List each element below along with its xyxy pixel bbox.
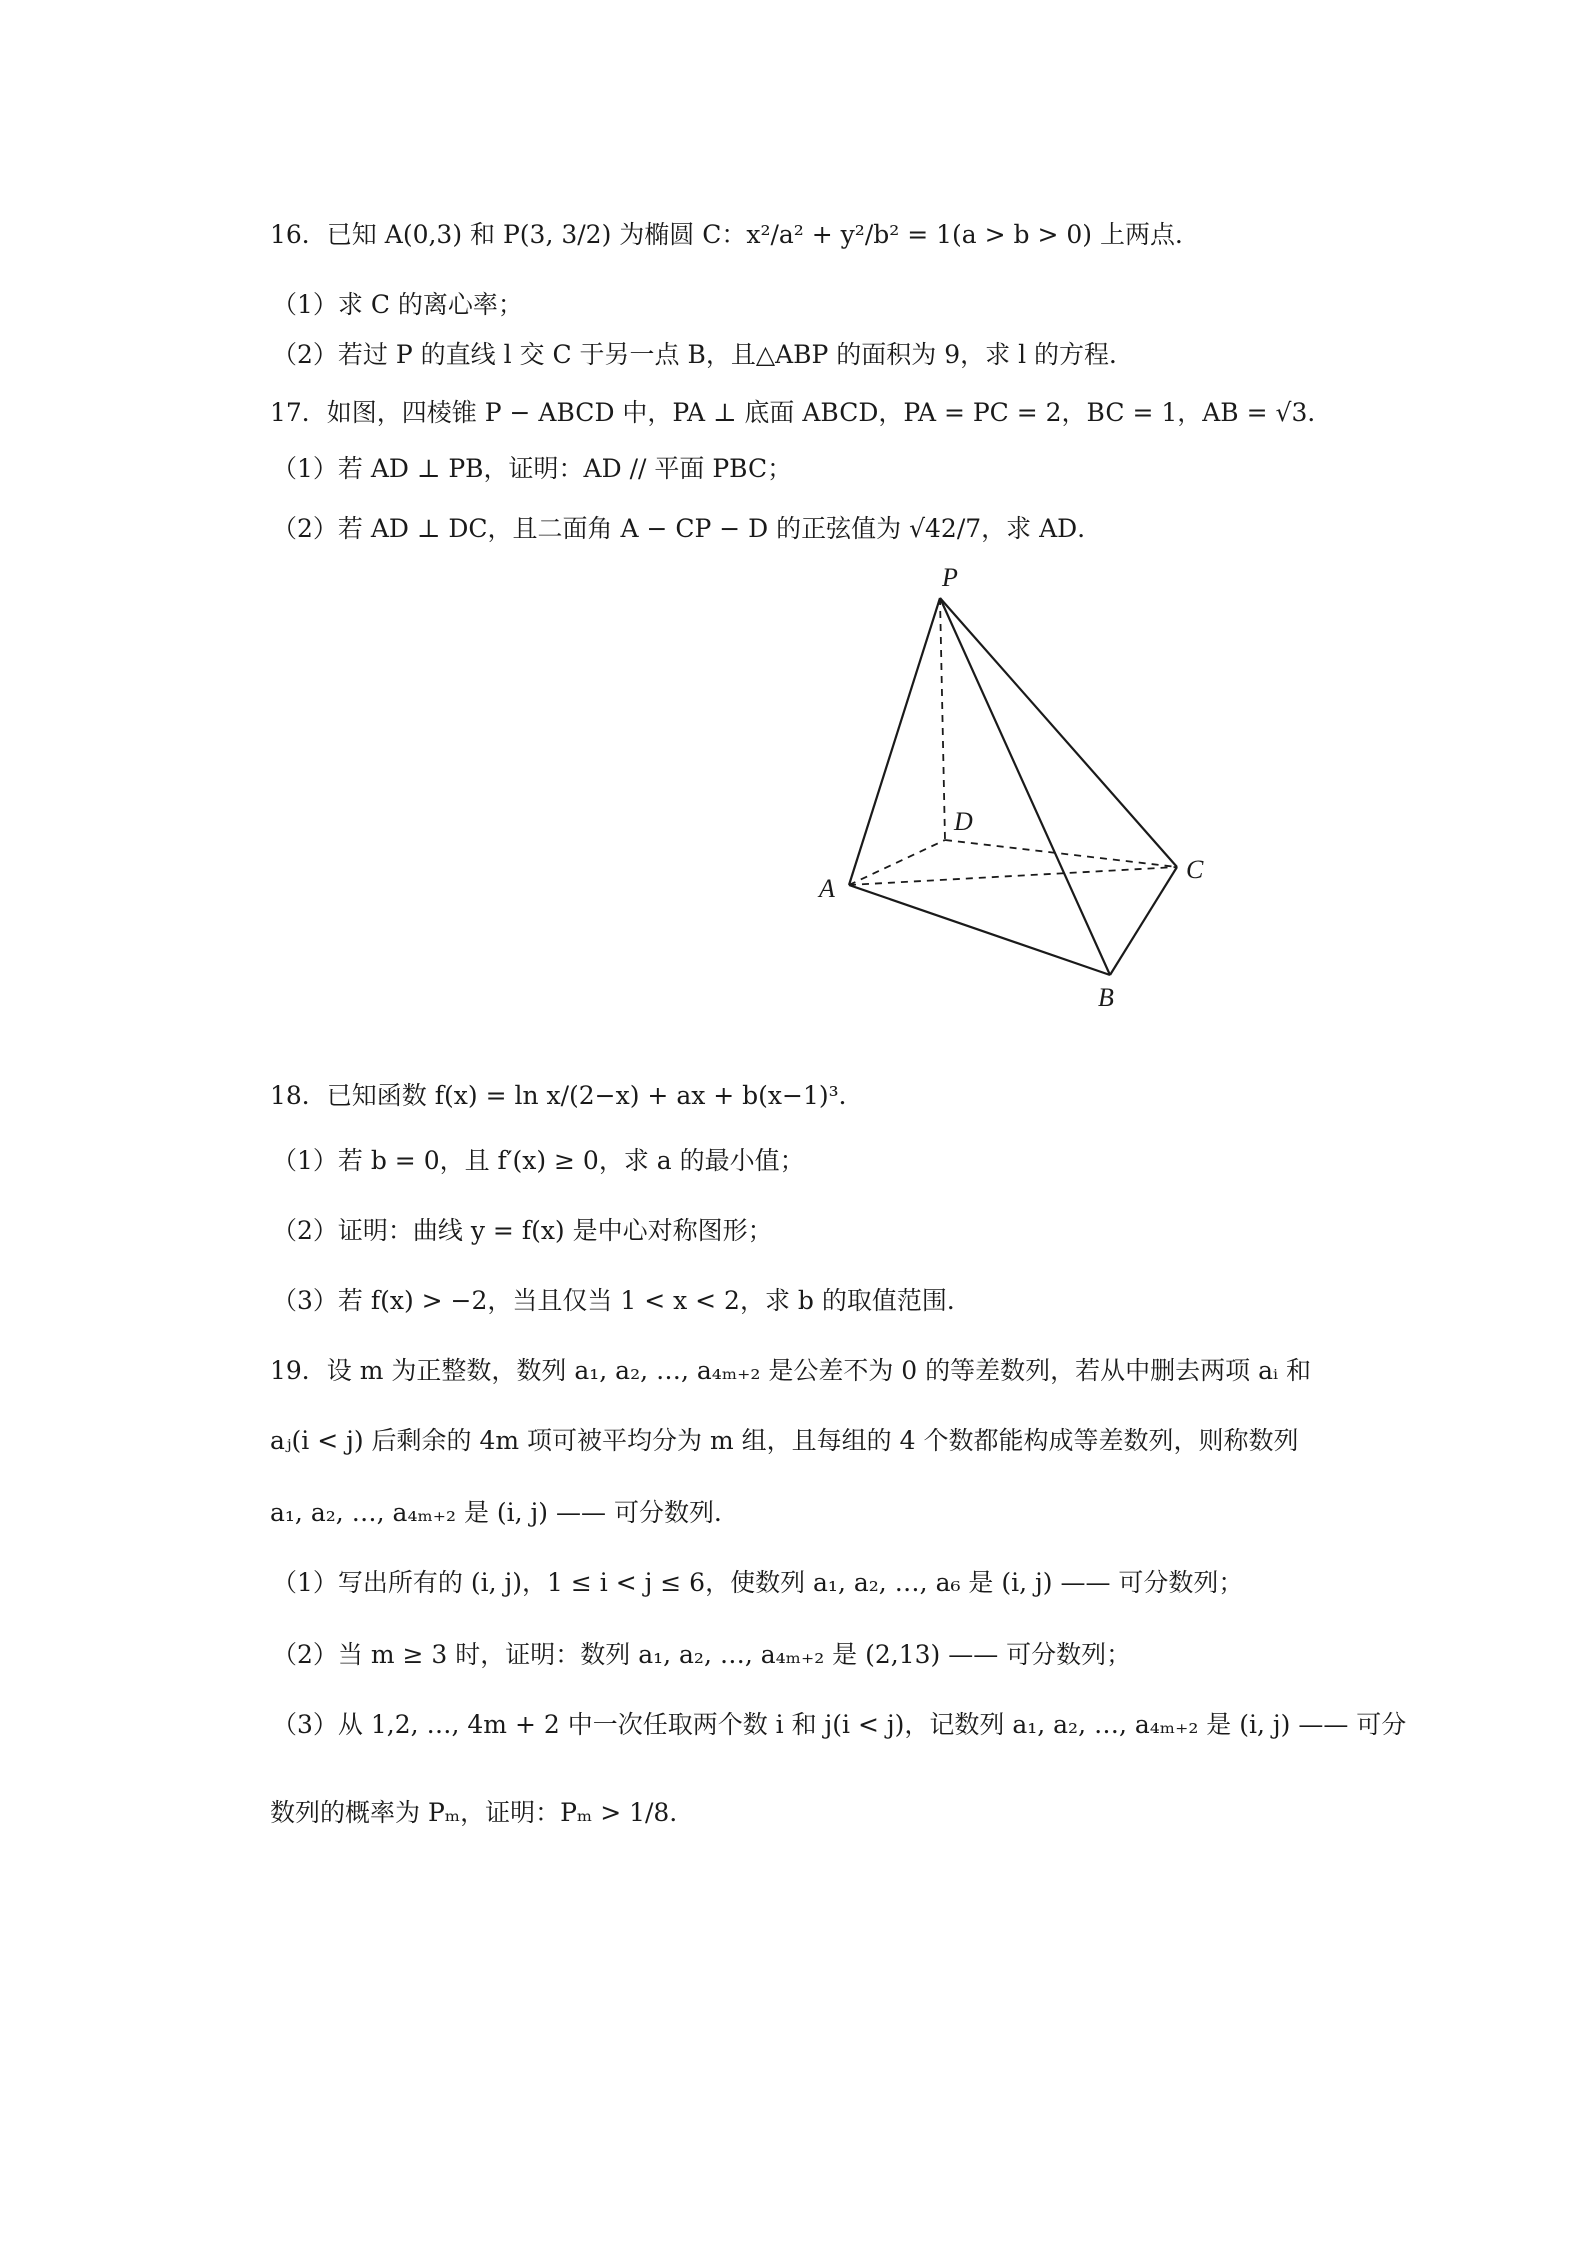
q19-stem-line2: aⱼ(i < j) 后剩余的 4m 项可被平均分为 m 组，且每组的 4 个数都能构成等差数列，则称数列 xyxy=(270,1426,1299,1455)
edge-AB xyxy=(849,885,1110,975)
q16-part2: （2）若过 P 的直线 l 交 C 于另一点 B，且△ABP 的面积为 9，求 l 的方程． xyxy=(272,340,1135,369)
edge-BC xyxy=(1110,867,1177,975)
edge-PD xyxy=(940,598,945,840)
edge-PC xyxy=(940,598,1177,867)
edge-PB xyxy=(940,598,1110,975)
q18-part2: （2）证明：曲线 y = f(x) 是中心对称图形； xyxy=(272,1216,773,1245)
q19-part3-line2: 数列的概率为 Pₘ，证明：Pₘ > 1/8． xyxy=(270,1798,695,1827)
edge-AD xyxy=(849,840,945,885)
q19-part1: （1）写出所有的 (i, j)，1 ≤ i < j ≤ 6，使数列 a₁, a₂, …, a₆ 是 (i, j) —— 可分数列； xyxy=(272,1568,1244,1597)
q17-part1: （1）若 AD ⊥ PB，证明：AD // 平面 PBC； xyxy=(272,454,793,483)
label-C: C xyxy=(1186,855,1204,884)
q18-part3: （3）若 f(x) > −2，当且仅当 1 < x < 2，求 b 的取值范围． xyxy=(272,1286,972,1315)
edge-DC xyxy=(945,840,1177,867)
q19-stem-line3: a₁, a₂, …, a₄ₘ₊₂ 是 (i, j) —— 可分数列． xyxy=(270,1498,739,1527)
q19-part2: （2）当 m ≥ 3 时，证明：数列 a₁, a₂, …, a₄ₘ₊₂ 是 (2,13) —— 可分数列； xyxy=(272,1640,1132,1669)
edge-PA xyxy=(849,598,940,885)
q17-stem: 17．如图，四棱锥 P − ABCD 中，PA ⊥ 底面 ABCD，PA = PC = 2，BC = 1，AB = √3． xyxy=(270,398,1333,427)
q18-stem: 18．已知函数 f(x) = ln x/(2−x) + ax + b(x−1)³． xyxy=(270,1081,864,1110)
edge-AC xyxy=(849,867,1177,885)
q19-part3-line1: （3）从 1,2, …, 4m + 2 中一次任取两个数 i 和 j(i < j)，记数列 a₁, a₂, …, a₄ₘ₊₂ 是 (i, j) —— 可分 xyxy=(272,1710,1407,1739)
label-A: A xyxy=(819,874,835,903)
label-D: D xyxy=(954,807,973,836)
q18-part1: （1）若 b = 0，且 f′(x) ≥ 0，求 a 的最小值； xyxy=(272,1146,805,1175)
q16-stem: 16．已知 A(0,3) 和 P(3, 3/2) 为椭圆 C：x²/a² + y²/b² = 1(a > b > 0) 上两点． xyxy=(270,220,1200,249)
pyramid-figure xyxy=(800,560,1240,1020)
q16-part1: （1）求 C 的离心率； xyxy=(272,290,523,319)
q19-stem-line1: 19．设 m 为正整数，数列 a₁, a₂, …, a₄ₘ₊₂ 是公差不为 0 的等差数列，若从中删去两项 aᵢ 和 xyxy=(270,1356,1311,1385)
label-P: P xyxy=(942,563,958,592)
q17-part2: （2）若 AD ⊥ DC，且二面角 A − CP − D 的正弦值为 √42/7，求 AD． xyxy=(272,514,1103,543)
label-B: B xyxy=(1098,983,1114,1012)
